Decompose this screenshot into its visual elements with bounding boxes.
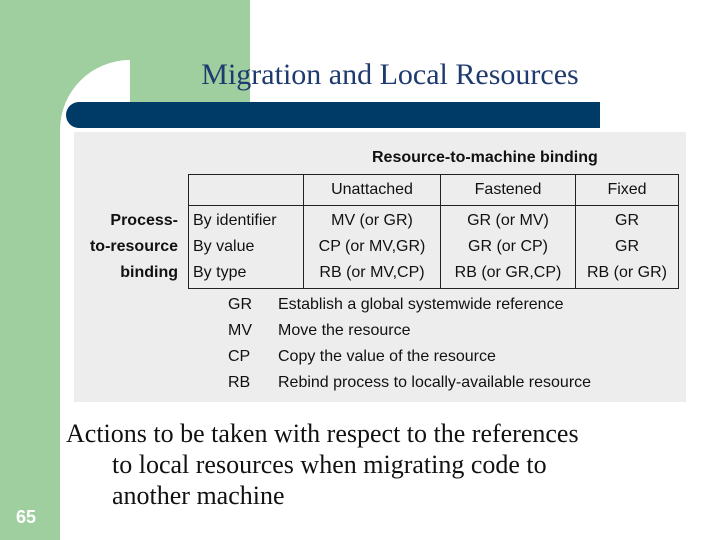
legend-meaning: Copy the value of the resource (278, 348, 496, 365)
legend-item (228, 370, 591, 396)
table-header-row (189, 175, 679, 206)
table-body-row (189, 206, 679, 289)
table-value: GR (615, 212, 639, 229)
title-underline-bar (66, 102, 600, 128)
caption-line: to local resources when migrating code to (112, 450, 547, 479)
legend-item (228, 318, 591, 344)
row-labels-cell (189, 206, 304, 289)
row-axis-label-line: binding (120, 264, 178, 281)
column-header-fixed: Fixed (576, 175, 679, 206)
figure-caption (60, 418, 710, 511)
table-value: RB (or MV,CP) (319, 264, 425, 281)
table-value: RB (or GR,CP) (454, 264, 562, 281)
legend-item (228, 344, 591, 370)
fastened-cell (441, 206, 576, 289)
row-label: By identifier (193, 212, 277, 229)
row-axis-label-line: to-resource (89, 238, 178, 255)
row-axis-label-line: Process- (110, 212, 178, 229)
table-value: GR (615, 238, 639, 255)
fixed-cell (576, 206, 679, 289)
table-value: CP (or MV,GR) (318, 238, 426, 255)
row-label: By value (193, 238, 255, 255)
legend-code: GR (228, 296, 252, 313)
legend (228, 292, 591, 396)
row-label: By type (193, 264, 247, 281)
unattached-cell (304, 206, 441, 289)
legend-meaning: Establish a global systemwide reference (278, 296, 564, 313)
caption-line: Actions to be taken with respect to the references (66, 419, 579, 448)
caption-line: another machine (112, 481, 285, 510)
table-value: GR (or MV) (467, 212, 549, 229)
legend-meaning: Move the resource (278, 322, 411, 339)
page-number: 65 (16, 507, 37, 527)
legend-code: MV (228, 322, 252, 339)
legend-meaning: Rebind process to locally-available resource (278, 374, 592, 391)
binding-figure (74, 132, 686, 402)
decorative-green-sidebar (0, 0, 60, 540)
table-value: MV (or GR) (331, 212, 413, 229)
column-header-unattached: Unattached (304, 175, 441, 206)
legend-code: CP (228, 348, 251, 365)
binding-table (188, 174, 679, 289)
column-header-fastened: Fastened (441, 175, 576, 206)
slide-title: Migration and Local Resources (201, 58, 579, 91)
table-value: RB (or GR) (587, 264, 667, 281)
figure-heading: Resource-to-machine binding (372, 149, 598, 166)
legend-code: RB (228, 374, 251, 391)
table-corner-cell (189, 175, 304, 206)
row-axis-label (74, 208, 178, 286)
table-value: GR (or CP) (468, 238, 548, 255)
legend-item (228, 292, 591, 318)
